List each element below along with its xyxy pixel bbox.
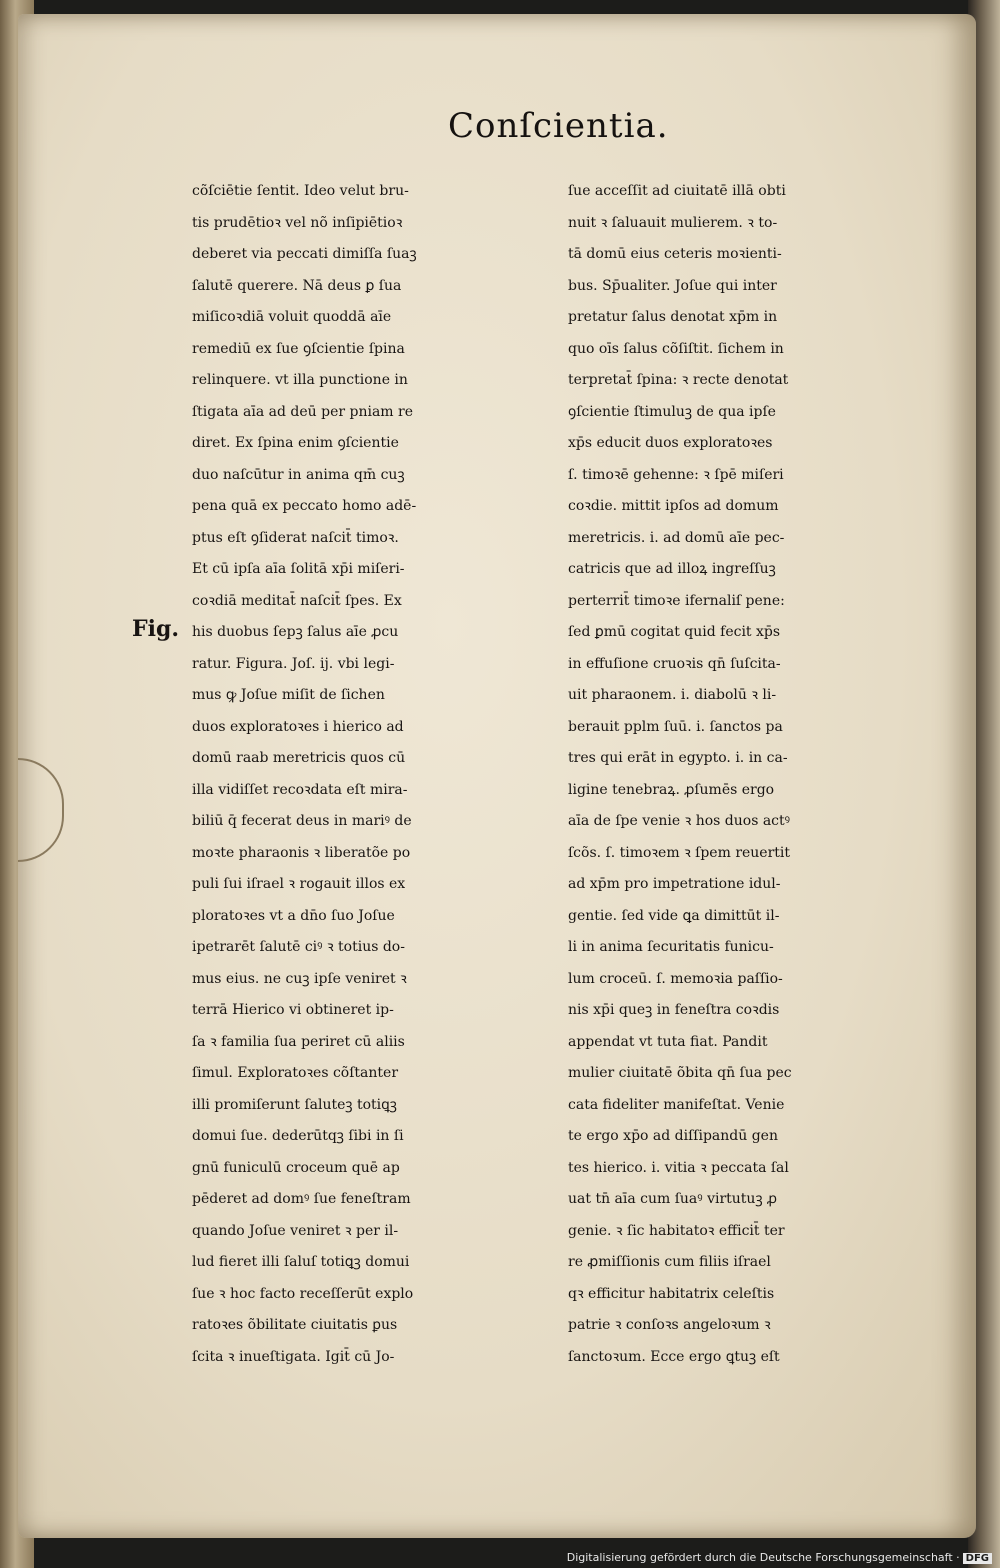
text-line: perterrit̄ timoꝛe ifernaliſ pene: (568, 592, 785, 609)
text-line: ratoꝛes õbilitate ciuitatis ꝑus (192, 1317, 398, 1333)
text-line: ſed ꝑmū cogitat quid fecit xp̄s (568, 624, 781, 640)
text-line: quo oīs ſalus cõſiſtit. ſichem in (568, 340, 784, 357)
text-line: uat tn̄ aīa cum ſuaꝰ virtutuꝫ ꝓ (568, 1191, 778, 1207)
text-line: duo naſcūtur in anima qm̄ cuꝫ (192, 466, 405, 483)
text-line: relinquere. vt illa punctione in (192, 372, 408, 388)
text-line: coꝛdiā meditat̄ naſcit̄ ſpes. Ex (192, 592, 402, 609)
text-line: ſa ꝛ familia ſua periret cū aliis (192, 1033, 405, 1050)
text-line: gentie. ſed vide ꝗa dimittūt il- (568, 907, 780, 924)
text-line: ꝯſcientie ſtimuluꝫ de qua ipſe (568, 403, 776, 420)
text-line: domui ſue. dederūtqꝫ ſibi in ſi (192, 1128, 404, 1144)
left-column (192, 176, 562, 1373)
text-line: puli ſui iſrael ꝛ rogauit illos ex (192, 876, 406, 892)
text-line: ſue acceſſit ad ciuitatē illā obti (568, 183, 786, 199)
text-line: ratur. Figura. Joſ. ij. vbi legi- (192, 655, 395, 672)
text-line: ſimul. Exploratoꝛes cõſtanter (192, 1065, 399, 1081)
text-line: li in anima ſecuritatis funicu- (568, 939, 774, 955)
text-line: catricis que ad illoꝝ ingreſſuꝫ (568, 561, 776, 577)
text-line: bus. Sp̄ualiter. Joſue qui inter (568, 277, 777, 294)
text-line: ſanctoꝛum. Ecce ergo ꝗtuꝫ eſt (568, 1348, 780, 1365)
text-line: domū raab meretricis quos cū (192, 750, 406, 766)
text-line: diret. Ex ſpina enim ꝯſcientie (192, 435, 399, 451)
text-line: uit pharaonem. i. diabolū ꝛ li- (568, 687, 777, 703)
text-line: illi promiſerunt ſaluteꝫ totiꝗꝫ (192, 1096, 397, 1113)
text-line: mus ꝙ Joſue miſit de ſichen (192, 687, 385, 703)
text-line: ſue ꝛ hoc facto receſſerūt explo (192, 1285, 414, 1302)
text-line: ploratoꝛes vt a dn̄o ſuo Joſue (192, 907, 395, 924)
text-line: coꝛdie. mittit ipſos ad domum (568, 498, 779, 514)
dfg-logo: DFG (963, 1553, 992, 1564)
credit-text: Digitalisierung gefördert durch die Deutsche Forschungsgemeinschaft · (566, 1551, 960, 1564)
text-line: genie. ꝛ ſic habitatoꝛ efficit̄ ter (568, 1222, 785, 1239)
text-line: quando Joſue veniret ꝛ per il- (192, 1222, 399, 1239)
text-line: ſ. timoꝛē gehenne: ꝛ ſpē miſeri (568, 466, 784, 483)
running-title: Conſcientia. (448, 106, 669, 146)
text-line: appendat vt tuta fiat. Pandit (568, 1033, 768, 1050)
text-line: in effuſione cruoꝛis qn̄ ſuſcita- (568, 655, 781, 672)
text-line: tis prudētioꝛ vel nõ inſipiētioꝛ (192, 214, 403, 231)
text-line: aīa de ſpe venie ꝛ hos duos actꝰ (568, 813, 790, 829)
text-line: patrie ꝛ conſoꝛs angeloꝛum ꝛ (568, 1317, 771, 1333)
text-line: mulier ciuitatē õbita qn̄ ſua pec (568, 1065, 792, 1081)
text-line: nis xp̄i queꝫ in feneſtra coꝛdis (568, 1002, 780, 1018)
text-line: biliū q̄ fecerat deus in mariꝰ de (192, 813, 412, 829)
text-line: meretricis. i. ad domū aīe pec- (568, 529, 785, 546)
text-line: tres qui erāt in egypto. i. in ca- (568, 750, 788, 766)
text-line: ſtigata aīa ad deū per pniam re (192, 403, 414, 420)
digitization-credit (567, 1551, 992, 1564)
text-line: mus eius. ne cuꝫ ipſe veniret ꝛ (192, 970, 407, 987)
text-line: pena quā ex peccato homo adē- (192, 498, 417, 514)
text-line: pēderet ad domꝰ ſue feneſtram (192, 1191, 411, 1207)
text-line: ipetrarēt ſalutē ciꝰ ꝛ totius do- (192, 939, 405, 955)
text-line: pretatur ſalus denotat xp̄m in (568, 309, 778, 325)
text-line: moꝛte pharaonis ꝛ liberatõe po (192, 844, 411, 861)
text-line: deberet via peccati dimiſſa ſuaꝫ (192, 246, 417, 262)
text-line: ptus eſt ꝯſiderat naſcit̄ timoꝛ. (192, 529, 399, 546)
text-line: lud fieret illi ſaluſ totiꝗꝫ domui (192, 1254, 410, 1270)
text-line: ſcita ꝛ inueſtigata. Igit̄ cū Jo- (192, 1348, 395, 1365)
text-line: ad xp̄m pro impetratione idul- (568, 876, 781, 892)
text-line: xp̄s educit duos exploratoꝛes (568, 435, 773, 451)
text-line: tā domū eius ceteris moꝛienti- (568, 246, 782, 262)
text-line: re ꝓmiſſionis cum filiis iſrael (568, 1254, 771, 1270)
right-column (568, 176, 938, 1373)
text-line: miſicoꝛdiā voluit quoddā aīe (192, 309, 392, 325)
text-line: te ergo xp̄o ad diſſipandū gen (568, 1128, 778, 1144)
text-line: cata fideliter manifeſtat. Venie (568, 1096, 785, 1113)
text-line: illa vidiſſet recoꝛdata eſt mira- (192, 781, 408, 798)
text-line: tes hierico. i. vitia ꝛ peccata ſal (568, 1159, 789, 1176)
text-line: Et cū ipſa aīa ſolitā xp̄i miſeri- (192, 561, 405, 577)
text-line: cõſciētie ſentit. Ideo velut bru- (192, 183, 409, 199)
text-line: lum croceū. ſ. memoꝛia paſſio- (568, 970, 783, 987)
text-line: ſalutē querere. Nā deus ꝑ ſua (192, 277, 402, 294)
text-line: terpretat̄ ſpina: ꝛ recte denotat (568, 372, 789, 388)
text-line: ſcõs. ſ. timoꝛem ꝛ ſpem reuertit (568, 844, 791, 861)
text-line: qꝛ efficitur habitatrix celeſtis (568, 1285, 775, 1302)
text-line: remediū ex ſue ꝯſcientie ſpina (192, 340, 405, 357)
text-line: berauit pplm ſuū. i. ſanctos pa (568, 718, 783, 735)
text-line: gnū funiculū croceum quē ap (192, 1159, 400, 1176)
text-line: nuit ꝛ ſaluauit mulierem. ꝛ to- (568, 214, 778, 231)
text-line: duos exploratoꝛes i hierico ad (192, 718, 404, 735)
text-line: terrā Hierico vi obtineret ip- (192, 1002, 394, 1018)
page-clip-mark (18, 758, 64, 862)
text-line: ligine tenebraꝝ. ꝓſumēs ergo (568, 781, 775, 798)
marginal-note: Fig. (132, 616, 180, 642)
text-line: his duobus ſepꝫ ſalus aīe ꝓcu (192, 624, 399, 640)
